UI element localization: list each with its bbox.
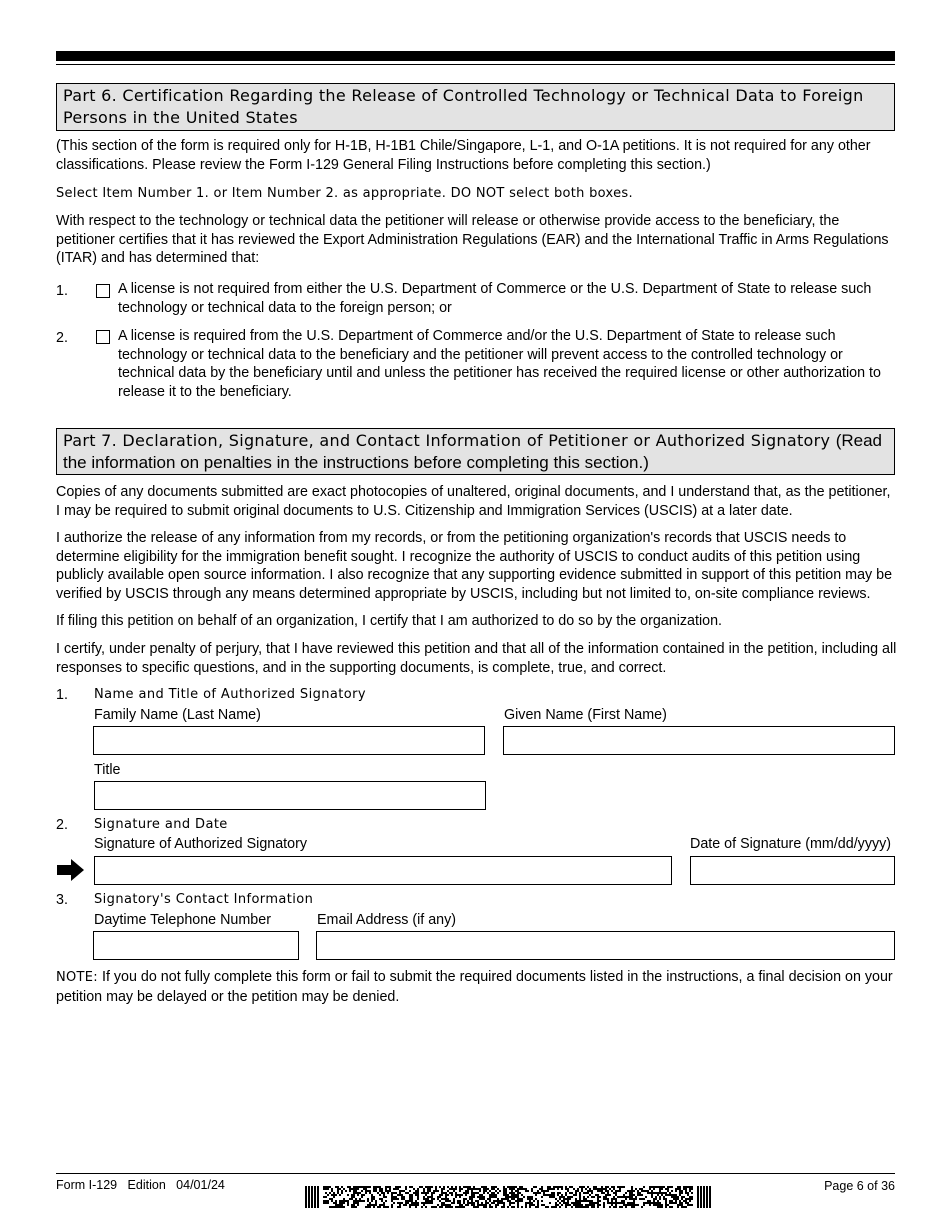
date-field[interactable] bbox=[690, 856, 895, 885]
top-thick-rule bbox=[56, 51, 895, 61]
footer-rule bbox=[56, 1173, 895, 1174]
top-thin-rule bbox=[56, 64, 895, 65]
part6-item2-number: 2. bbox=[56, 330, 68, 346]
part7-paragraph-2: I authorize the release of any information from my records, or from the petitioning organization's records that USCIS needs to determine eligibility for the immigration benefit sought. I recognize the authority of USCIS to conduct audits of this petition using publicly available open source information. I also recognize that any supporting evidence submitted in support of this petition may be verified by USCIS through any means determined appropriate by USCIS, including but not limited to, on-site compliance reviews. bbox=[56, 530, 893, 602]
email-field[interactable] bbox=[316, 931, 895, 960]
part6-intro: (This section of the form is required only for H-1B, H-1B1 Chile/Singapore, L-1, and O-1A petitions. It is not required for any other classifications. Please review the Form I-129 General Filing Instructions before completing this section.) bbox=[56, 138, 871, 173]
signature-field[interactable] bbox=[94, 856, 672, 885]
page-number: Page 6 of 36 bbox=[824, 1179, 895, 1193]
note-block bbox=[56, 968, 898, 1006]
family-name-label: Family Name (Last Name) bbox=[94, 707, 261, 723]
form-id: Form I-129 Edition 04/01/24 bbox=[56, 1178, 225, 1192]
part7-header-title: Part 7. Declaration, Signature, and Contact Information of Petitioner or Authorized Signatory bbox=[63, 431, 831, 450]
right-arrow-icon bbox=[57, 859, 85, 881]
part7-header bbox=[56, 428, 895, 475]
note-text: If you do not fully complete this form or fail to submit the required documents listed in the instructions, a final decision on your petition may be delayed or the petition may be denied. bbox=[56, 969, 893, 1005]
given-name-field[interactable] bbox=[503, 726, 895, 755]
title-label: Title bbox=[94, 762, 121, 778]
part6-item2-checkbox[interactable] bbox=[96, 330, 110, 344]
part6-item2-text: A license is required from the U.S. Department of Commerce and/or the U.S. Department of State to release such technology or technical data to the beneficiary and the petitioner will prevent access to the controlled technology or technical data by the beneficiary until and unless the petitioner has received the required license or other authorization to release it to the beneficiary. bbox=[118, 328, 881, 400]
date-label: Date of Signature (mm/dd/yyyy) bbox=[690, 836, 892, 852]
item3-heading: Signatory's Contact Information bbox=[94, 892, 314, 907]
item2-heading: Signature and Date bbox=[94, 817, 228, 832]
given-name-label: Given Name (First Name) bbox=[504, 707, 667, 723]
signature-label: Signature of Authorized Signatory bbox=[94, 836, 308, 852]
email-label: Email Address (if any) bbox=[317, 912, 457, 928]
part6-header bbox=[56, 83, 895, 131]
item1-number: 1. bbox=[56, 687, 68, 703]
note-label: NOTE: bbox=[56, 970, 98, 985]
part7-paragraph-4: I certify, under penalty of perjury, that I have reviewed this petition and that all of the information contained in the petition, including all responses to specific questions, and in the supporting documents, is complete, true, and correct. bbox=[56, 641, 897, 676]
item3-number: 3. bbox=[56, 892, 68, 908]
barcode-icon bbox=[305, 1186, 713, 1208]
phone-field[interactable] bbox=[93, 931, 299, 960]
part6-item1-checkbox[interactable] bbox=[96, 284, 110, 298]
part7-paragraph-1: Copies of any documents submitted are exact photocopies of unaltered, original documents, and I understand that, as the petitioner, I may be required to submit original documents to U.S. Citizenship and Immigration Services (USCIS) at a later date. bbox=[56, 484, 891, 519]
family-name-field[interactable] bbox=[93, 726, 485, 755]
title-field[interactable] bbox=[94, 781, 486, 810]
part7-header-note: (Read the information on penalties in the instructions before completing this section.) bbox=[63, 431, 882, 472]
phone-label: Daytime Telephone Number bbox=[94, 912, 271, 928]
item1-heading: Name and Title of Authorized Signatory bbox=[94, 687, 366, 702]
part7-paragraph-3: If filing this petition on behalf of an organization, I certify that I am authorized to do so by the organization. bbox=[56, 613, 722, 629]
part6-header-text: Part 6. Certification Regarding the Release of Controlled Technology or Technical Data to Foreign Persons in the United States bbox=[63, 86, 864, 127]
part6-item1-text: A license is not required from either the U.S. Department of Commerce or the U.S. Department of State to release such technology or technical data to the foreign person; or bbox=[118, 281, 872, 316]
part6-item1-number: 1. bbox=[56, 283, 68, 299]
part6-select-instruction: Select Item Number 1. or Item Number 2. as appropriate. DO NOT select both boxes. bbox=[56, 186, 633, 201]
item2-number: 2. bbox=[56, 817, 68, 833]
part6-respect-text: With respect to the technology or technical data the petitioner will release or otherwise provide access to the beneficiary, the petitioner certifies that it has reviewed the Export Administration Regulations (EAR) and the International Traffic in Arms Regulations (ITAR) and has determined that: bbox=[56, 213, 889, 266]
